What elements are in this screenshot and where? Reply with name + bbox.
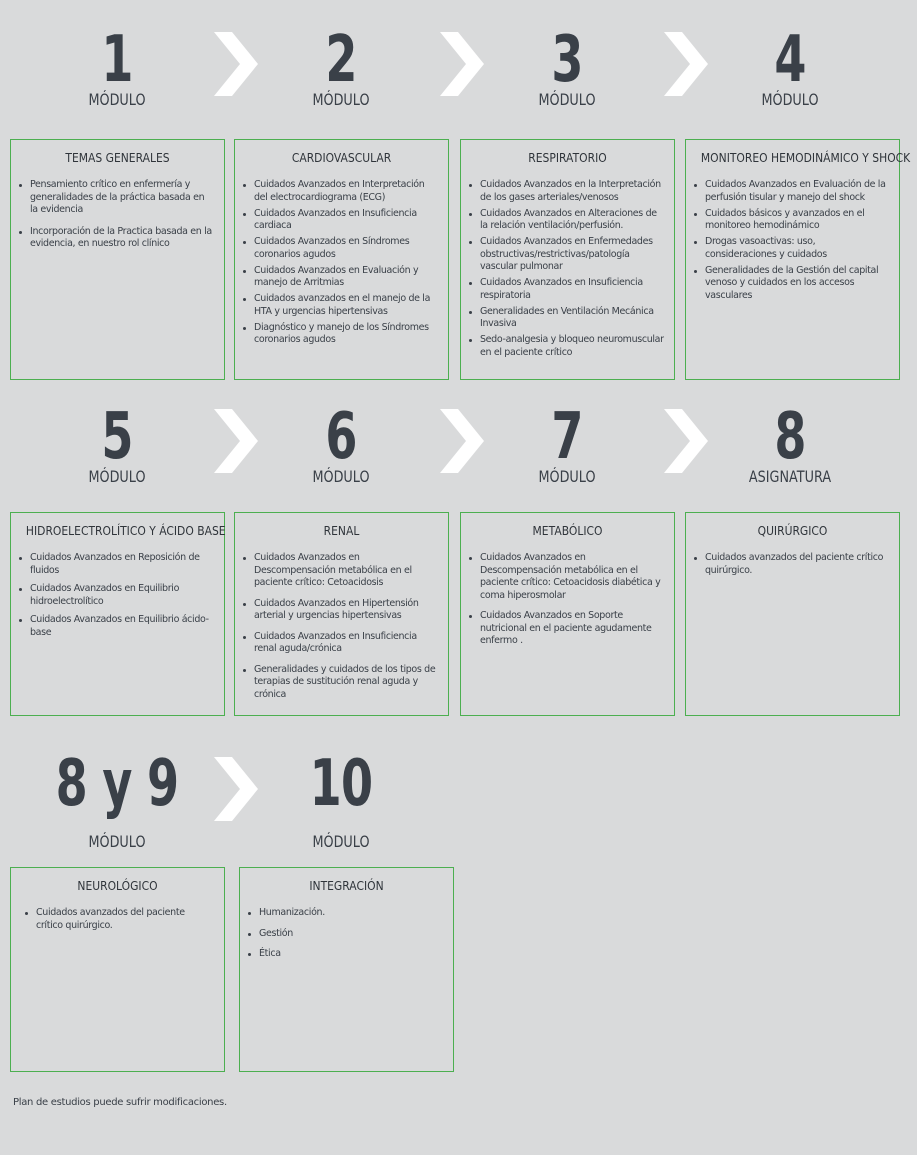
module-label: MÓDULO: [88, 467, 146, 486]
module-card-monitoreo-hemodinamico: [685, 139, 911, 380]
module-card-renal: [234, 512, 449, 716]
chevron-right-icon: [664, 32, 708, 96]
module-header-8: [730, 400, 850, 495]
list-item: Cuidados Avanzados en Descompensación metabólica en el paciente crítico: Cetoacidosis: [254, 552, 442, 590]
card-title: RENAL: [323, 523, 360, 538]
list-item: Generalidades de la Gestión del capital venoso y cuidados en los accesos vasculares: [705, 265, 893, 303]
list-item: Cuidados Avanzados en Interpretación del electrocardiograma (ECG): [254, 179, 442, 204]
list-item: Cuidados Avanzados en Insuficiencia respiratoria: [480, 277, 668, 302]
list-item: Incorporación de la Practica basada en la evidencia, en nuestro rol clínico: [30, 226, 218, 251]
module-card-metabolico: [460, 512, 675, 716]
list-item: Cuidados avanzados del paciente crítico quirúrgico.: [705, 552, 893, 577]
list-item: Ética: [259, 948, 447, 961]
module-number: 10: [309, 747, 373, 821]
module-number: 8 y 9: [55, 747, 179, 821]
list-item: Cuidados Avanzados en Evaluación de la perfusión tisular y manejo del shock: [705, 179, 893, 204]
card-title: INTEGRACIÓN: [309, 878, 384, 893]
module-header-6: [281, 400, 401, 495]
list-item: Generalidades y cuidados de los tipos de terapias de sustitución renal aguda y crónica: [254, 664, 442, 702]
card-title: NEUROLÓGICO: [77, 878, 158, 893]
list-item: Cuidados Avanzados en Descompensación metabólica en el paciente crítico: Cetoacidosis diabética y coma hiperosmolar: [480, 552, 668, 602]
module-header-4: [730, 23, 850, 118]
chevron-right-icon: [214, 409, 258, 473]
module-card-respiratorio: [460, 139, 675, 380]
module-label: MÓDULO: [88, 832, 146, 851]
card-topic-list: [235, 179, 448, 347]
list-item: Cuidados Avanzados en Alteraciones de la relación ventilación/perfusión.: [480, 208, 668, 233]
card-title: METABÓLICO: [532, 523, 603, 538]
list-item: Cuidados Avanzados en Equilibrio ácido-base: [30, 614, 218, 639]
list-item: Drogas vasoactivas: uso, consideraciones y cuidados: [705, 236, 893, 261]
chevron-right-icon: [664, 409, 708, 473]
card-topic-list: [235, 552, 448, 701]
list-item: Cuidados avanzados en el manejo de la HTA y urgencias hipertensivas: [254, 293, 442, 318]
module-card-hidroelectrolitico: [10, 512, 225, 716]
card-topic-list: [11, 907, 224, 932]
module-header-7: [507, 400, 627, 495]
card-topic-list: [11, 552, 224, 639]
list-item: Diagnóstico y manejo de los Síndromes coronarios agudos: [254, 322, 442, 347]
list-item: Cuidados Avanzados en Insuficiencia renal aguda/crónica: [254, 631, 442, 656]
card-title: TEMAS GENERALES: [65, 150, 170, 165]
list-item: Humanización.: [259, 907, 447, 920]
list-item: Cuidados Avanzados en Insuficiencia cardiaca: [254, 208, 442, 233]
module-number: 7: [551, 400, 583, 474]
module-card-temas-generales: [10, 139, 225, 380]
module-number: 4: [774, 23, 806, 97]
module-header-5: [57, 400, 177, 495]
module-number: 1: [101, 23, 133, 97]
list-item: Cuidados Avanzados en Evaluación y manejo de Arritmias: [254, 265, 442, 290]
footnote: Plan de estudios puede sufrir modificaciones.: [13, 1097, 227, 1108]
module-label: MÓDULO: [312, 832, 370, 851]
list-item: Cuidados avanzados del paciente crítico quirúrgico.: [36, 907, 218, 932]
chevron-right-icon: [214, 757, 258, 821]
chevron-right-icon: [440, 409, 484, 473]
list-item: Cuidados Avanzados en Equilibrio hidroelectrolítico: [30, 583, 218, 608]
card-topic-list: [686, 179, 899, 302]
card-title: RESPIRATORIO: [528, 150, 607, 165]
list-item: Cuidados Avanzados en Hipertensión arterial y urgencias hipertensivas: [254, 598, 442, 623]
module-header-8-y-9: [55, 747, 179, 857]
module-number: 3: [551, 23, 583, 97]
module-card-neurologico: [10, 867, 225, 1072]
module-number: 8: [774, 400, 806, 474]
chevron-right-icon: [440, 32, 484, 96]
module-number: 2: [325, 23, 357, 97]
list-item: Cuidados Avanzados en Enfermedades obstructivas/restrictivas/patología vascular pulmonar: [480, 236, 668, 274]
module-card-integracion: [239, 867, 454, 1072]
list-item: Pensamiento crítico en enfermería y generalidades de la práctica basada en la evidencia: [30, 179, 218, 217]
chevron-right-icon: [214, 32, 258, 96]
card-topic-list: [11, 179, 224, 251]
list-item: Gestión: [259, 928, 447, 941]
card-topic-list: [461, 179, 674, 359]
list-item: Cuidados Avanzados en Soporte nutricional en el paciente agudamente enfermo .: [480, 610, 668, 648]
list-item: Cuidados básicos y avanzados en el monitoreo hemodinámico: [705, 208, 893, 233]
module-header-2: [281, 23, 401, 118]
module-header-3: [507, 23, 627, 118]
module-label: MÓDULO: [312, 467, 370, 486]
module-number: 6: [325, 400, 357, 474]
module-label: MÓDULO: [312, 90, 370, 109]
module-card-cardiovascular: [234, 139, 449, 380]
module-label: MÓDULO: [538, 467, 596, 486]
list-item: Cuidados Avanzados en Síndromes coronarios agudos: [254, 236, 442, 261]
list-item: Sedo-analgesia y bloqueo neuromuscular en el paciente crítico: [480, 334, 668, 359]
card-topic-list: [686, 552, 899, 577]
list-item: Cuidados Avanzados en Reposición de fluidos: [30, 552, 218, 577]
module-number: 5: [101, 400, 133, 474]
module-label: MÓDULO: [88, 90, 146, 109]
list-item: Cuidados Avanzados en la Interpretación de los gases arteriales/venosos: [480, 179, 668, 204]
module-header-1: [57, 23, 177, 118]
card-topic-list: [461, 552, 674, 648]
module-card-quirurgico: [685, 512, 900, 716]
card-title: QUIRÚRGICO: [757, 523, 828, 538]
card-title: HIDROELECTROLÍTICO Y ÁCIDO BASE: [25, 523, 226, 538]
card-topic-list: [240, 907, 453, 961]
card-title: MONITOREO HEMODINÁMICO Y SHOCK: [700, 150, 911, 165]
list-item: Generalidades en Ventilación Mecánica Invasiva: [480, 306, 668, 331]
module-label: ASIGNATURA: [748, 467, 832, 486]
card-title: CARDIOVASCULAR: [291, 150, 392, 165]
module-label: MÓDULO: [761, 90, 819, 109]
module-header-10: [281, 747, 401, 857]
module-label: MÓDULO: [538, 90, 596, 109]
